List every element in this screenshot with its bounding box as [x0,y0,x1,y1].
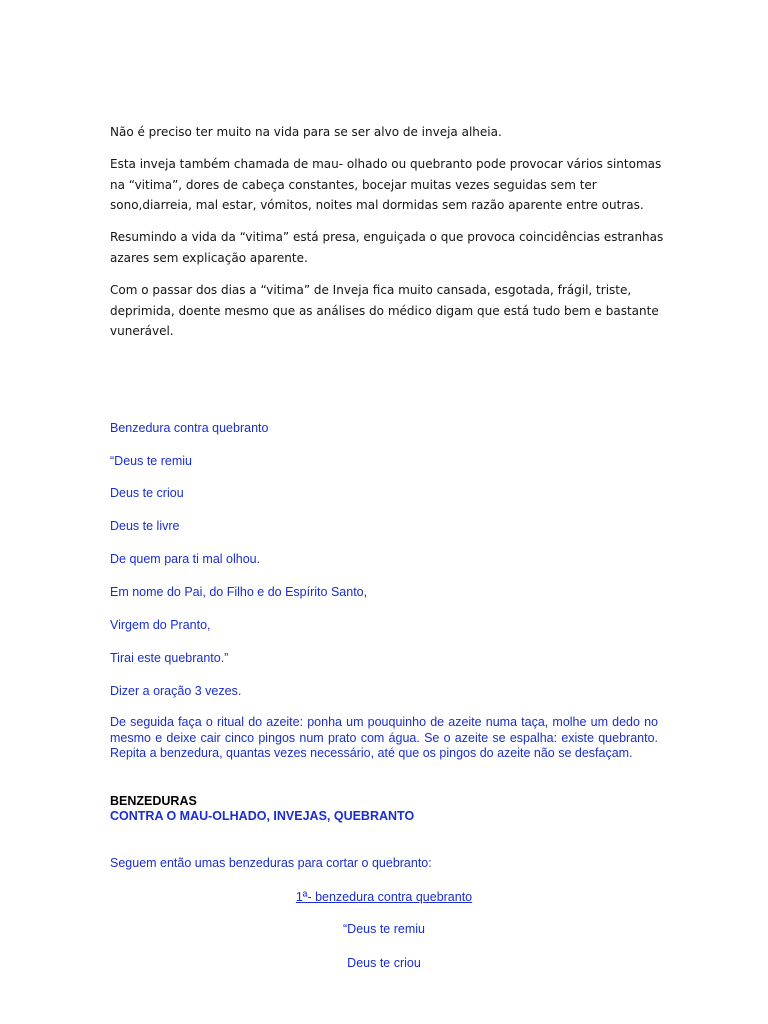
section-intro: Seguem então umas benzeduras para cortar o quebranto: [110,856,432,870]
first-benzedura-line: “Deus te remiu [343,922,425,936]
prayer-line: Em nome do Pai, do Filho e do Espírito Santo, [110,585,368,599]
prayer-line: “Deus te remiu [110,454,192,468]
prayer-instruction: Dizer a oração 3 vezes. [110,684,242,698]
prayer-line: De quem para ti mal olhou. [110,552,261,566]
intro-paragraph-1: Não é preciso ter muito na vida para se ser alvo de inveja alheia. [110,125,502,139]
prayer-line: Deus te livre [110,519,180,533]
intro-paragraph-4: Com o passar dos dias a “vitima” de Inveja fica muito cansada, esgotada, frágil, triste, deprimida, doente mesmo que as análises do médico digam que está tudo bem e bastante vunerável. [110,283,659,338]
section-subheading: CONTRA O MAU-OLHADO, INVEJAS, QUEBRANTO [110,809,415,823]
first-benzedura-line: Deus te criou [347,956,421,970]
prayer-line: Deus te criou [110,486,184,500]
first-benzedura-title: 1ª- benzedura contra quebranto [295,890,473,904]
section-heading: BENZEDURAS [110,794,197,808]
prayer-line: Virgem do Pranto, [110,618,211,632]
intro-paragraph-3: Resumindo a vida da “vitima” está presa, enguiçada o que provoca coincidências estranhas azares sem explicação aparente. [110,230,664,265]
intro-paragraph-2: Esta inveja também chamada de mau- olhado ou quebranto pode provocar vários sintomas na “vitima”, dores de cabeça constantes, bocejar muitas vezes seguidas sem ter sono,diarreia, mal estar, vómitos, noites mal dormidas sem razão aparente entre outras. [110,157,662,212]
prayer-line: Tirai este quebranto.” [110,651,229,665]
ritual-paragraph: De seguida faça o ritual do azeite: ponha um pouquinho de azeite numa taça, molhe um dedo no mesmo e deixe cair cinco pingos num prato com água. Se o azeite se espalha: existe quebranto. Repita a benzedura, quantas vezes necessário, até que os pingos do azeite não se desfaçam. [110,715,658,760]
prayer-title: Benzedura contra quebranto [110,421,269,435]
